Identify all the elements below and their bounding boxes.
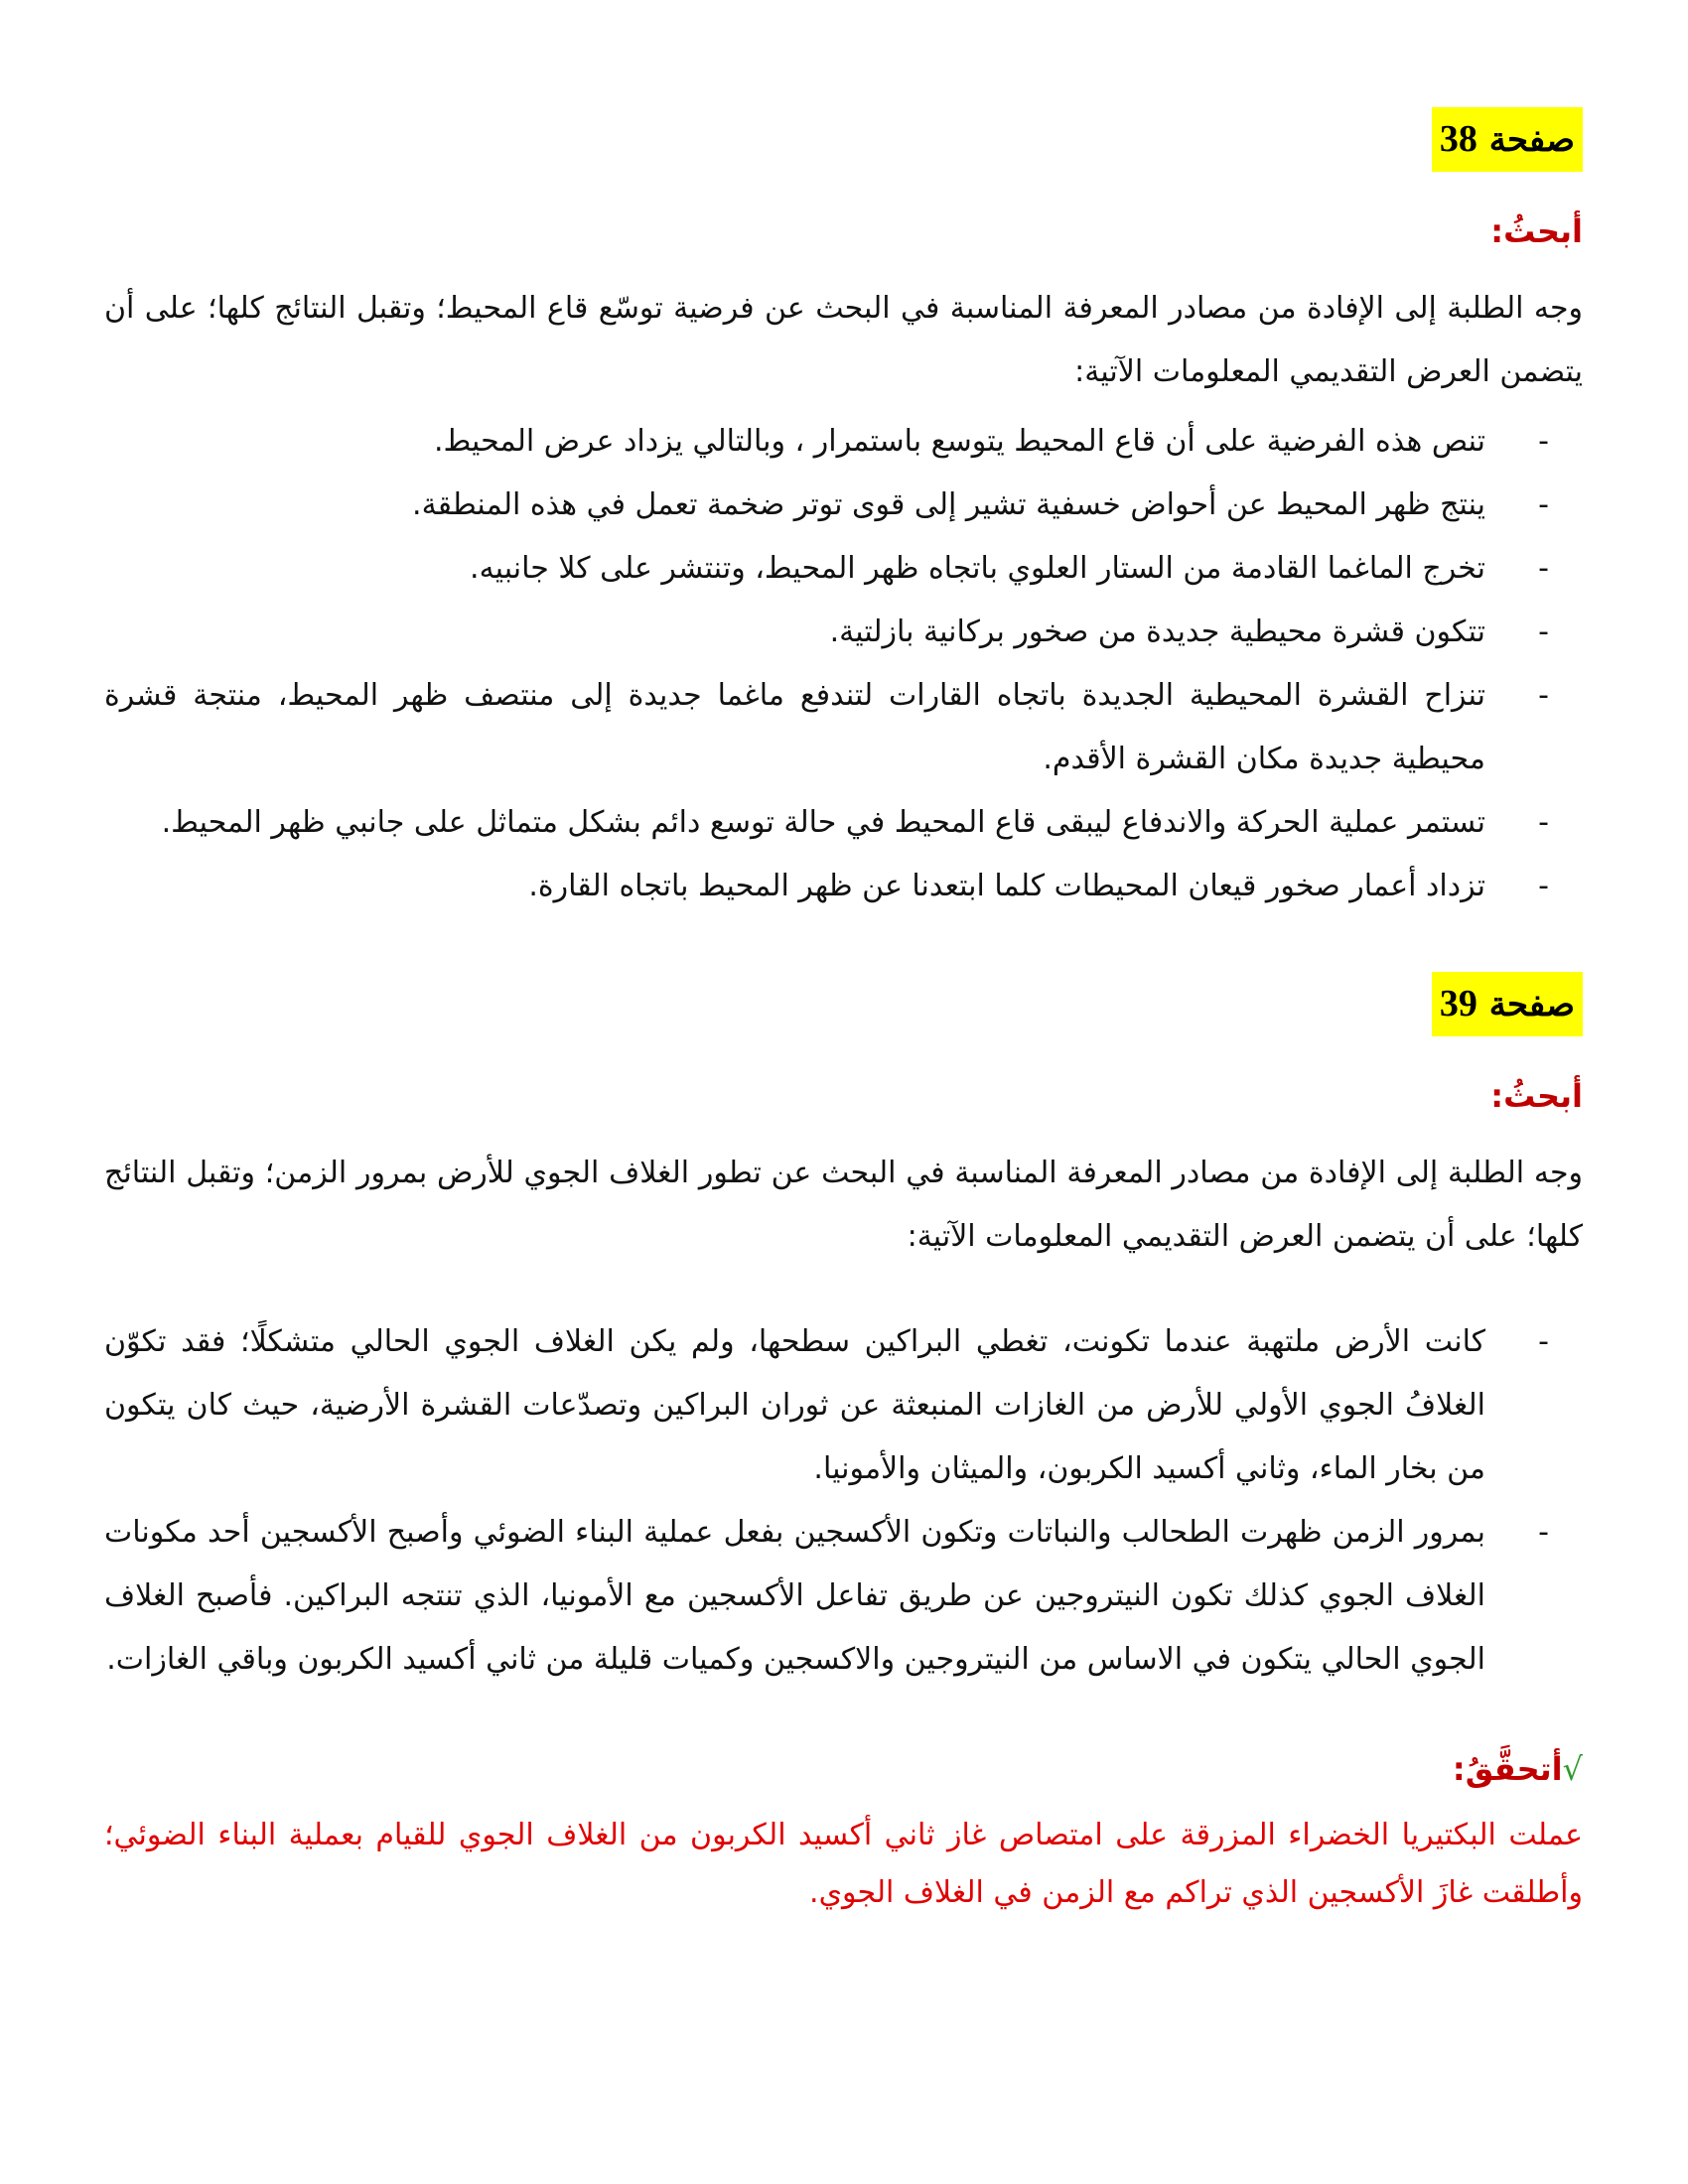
verify-label: أتحقَّقُ: xyxy=(1452,1750,1563,1788)
verify-heading xyxy=(104,1749,1583,1789)
page-38-heading xyxy=(1432,107,1583,172)
bullet-dash: - xyxy=(1538,869,1549,903)
bullet-dash: - xyxy=(1538,551,1549,586)
list-item-text: كانت الأرض ملتهبة عندما تكونت، تغطي البراكين سطحها، ولم يكن الغلاف الجوي الحالي متشكلًا؛ فقد تكوّن الغلافُ الجوي الأولي للأرض من الغازات المنبعثة عن ثوران البراكين وتصدّعات القشرة الأرضية، حيث كان يتكون من بخار الماء، وثاني أكسيد الكربون، والميثان والأمونيا. xyxy=(104,1324,1485,1486)
section-page-39 xyxy=(104,972,1583,1922)
list-item-text: تخرج الماغما القادمة من الستار العلوي باتجاه ظهر المحيط، وتنتشر على كلا جانبيه. xyxy=(470,551,1485,586)
list-item xyxy=(104,855,1583,918)
heading-number: 38 xyxy=(1439,118,1477,160)
research-subheading: أبحثُ: xyxy=(1490,212,1583,250)
bullet-dash: - xyxy=(1538,487,1549,522)
heading-word: صفحة xyxy=(1488,985,1575,1024)
list-spacer xyxy=(104,1269,1583,1304)
research-subheading: أبحثُ: xyxy=(1490,1077,1583,1115)
list-item xyxy=(104,664,1583,791)
list-item-text: تنزاح القشرة المحيطية الجديدة باتجاه القارات لتندفع ماغما جديدة إلى منتصف ظهر المحيط، منتجة قشرة محيطية جديدة مكان القشرة الأقدم. xyxy=(104,678,1485,776)
heading-number: 39 xyxy=(1439,983,1477,1024)
list-item xyxy=(104,791,1583,855)
bullet-dash: - xyxy=(1538,614,1549,649)
section-intro: وجه الطلبة إلى الإفادة من مصادر المعرفة المناسبة في البحث عن فرضية توسّع قاع المحيط؛ وتقبل النتائج كلها؛ على أن يتضمن العرض التقديمي المعلومات الآتية: xyxy=(104,291,1583,389)
list-item xyxy=(104,474,1583,537)
page-39-heading xyxy=(1432,972,1583,1036)
list-item xyxy=(104,1310,1583,1501)
list-item-text: بمرور الزمن ظهرت الطحالب والنباتات وتكون الأكسجين بفعل عملية البناء الضوئي وأصبح الأكسجين أحد مكونات الغلاف الجوي كذلك تكون النيتروجين عن طريق تفاعل الأكسجين مع الأمونيا، الذي تنتجه البراكين. فأصبح الغلاف الجوي الحالي يتكون في الاساس من النيتروجين والاكسجين وكميات قليلة من ثاني أكسيد الكربون وباقي الغازات. xyxy=(104,1515,1485,1677)
list-item xyxy=(104,410,1583,474)
section-intro: وجه الطلبة إلى الإفادة من مصادر المعرفة المناسبة في البحث عن تطور الغلاف الجوي للأرض بمرور الزمن؛ وتقبل النتائج كلها؛ على أن يتضمن العرض التقديمي المعلومات الآتية: xyxy=(104,1156,1583,1254)
section-spacer xyxy=(104,918,1583,972)
list-item-text: تزداد أعمار صخور قيعان المحيطات كلما ابتعدنا عن ظهر المحيط باتجاه القارة. xyxy=(528,869,1485,903)
bullet-dash: - xyxy=(1538,424,1549,459)
bullet-list xyxy=(104,410,1583,918)
section-page-38 xyxy=(104,107,1583,918)
bullet-list xyxy=(104,1310,1583,1692)
list-item xyxy=(104,537,1583,601)
bullet-dash: - xyxy=(1538,678,1549,713)
bullet-dash: - xyxy=(1538,1324,1549,1359)
list-item-text: تنص هذه الفرضية على أن قاع المحيط يتوسع باستمرار ، وبالتالي يزداد عرض المحيط. xyxy=(434,424,1485,459)
list-item-text: تستمر عملية الحركة والاندفاع ليبقى قاع المحيط في حالة توسع دائم بشكل متماثل على جانبي ظهر المحيط. xyxy=(161,805,1485,840)
bullet-dash: - xyxy=(1538,1515,1549,1550)
list-item xyxy=(104,1501,1583,1692)
verify-answer: عملت البكتيريا الخضراء المزرقة على امتصاص غاز ثاني أكسيد الكربون من الغلاف الجوي للقيام بعملية البناء الضوئي؛ وأطلقت غازَ الأكسجين الذي تراكم مع الزمن في الغلاف الجوي. xyxy=(104,1818,1583,1910)
list-item-text: ينتج ظهر المحيط عن أحواض خسفية تشير إلى قوى توتر ضخمة تعمل في هذه المنطقة. xyxy=(412,487,1485,522)
bullet-dash: - xyxy=(1538,805,1549,840)
list-item xyxy=(104,601,1583,664)
list-item-text: تتكون قشرة محيطية جديدة من صخور بركانية بازلتية. xyxy=(829,614,1485,649)
check-mark-icon: √ xyxy=(1562,1750,1583,1788)
heading-word: صفحة xyxy=(1488,120,1575,160)
